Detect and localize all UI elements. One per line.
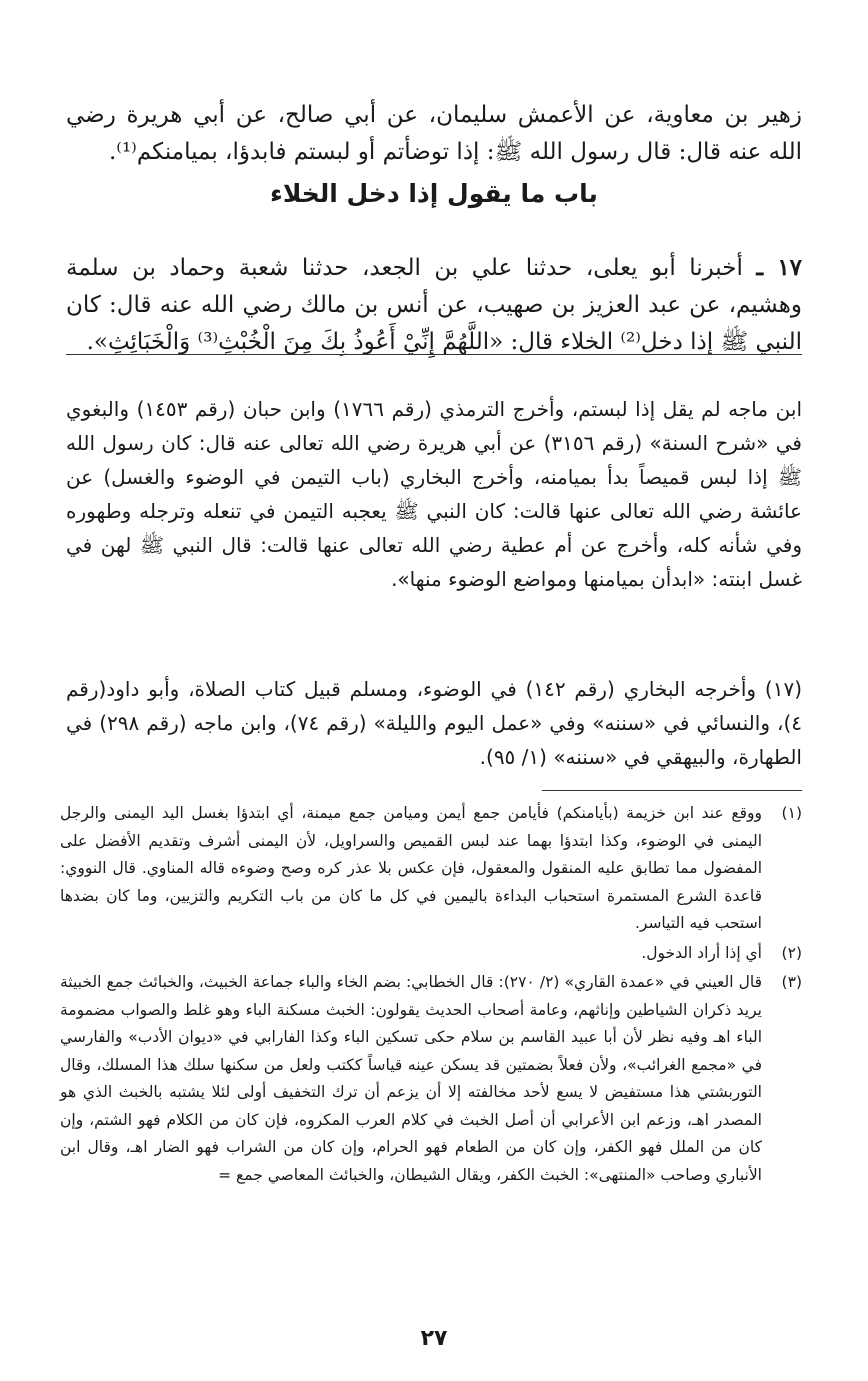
footnote-2 xyxy=(60,940,802,968)
hadith-17 xyxy=(66,249,802,361)
footnotes xyxy=(60,800,802,1191)
footnote-number: (١) xyxy=(781,804,802,822)
commentary-divider xyxy=(66,354,802,355)
footnote-text: أي إذا أراد الدخول. xyxy=(641,943,762,962)
footnote-text: ووقع عند ابن خزيمة (بأيامنكم) فأيامن جمع أيمن وميامن جمع ميمنة، أي ابتدؤا بغسل اليد اليمنى والرجل اليمنى في الوضوء، وكذا ابتدؤا بهما عند لبس القميص والسراويل، لأن اليمنى أشرف وتقديم الأفضل على المفضول مما تطابق عليه المنقول والمعقول، فإن عكس بلا عذر كره وصح وضوءه قاله المناوي. قال النووي: قاعدة الشرع المستمرة استحباب البداءة باليمين في كل ما كان من باب التكريم والتزيين، وما كان بضدها استحب فيه التياسر. xyxy=(60,804,762,932)
hadith-text: أخبرنا أبو يعلى، حدثنا علي بن الجعد، حدثنا شعبة وحماد بن سلمة وهشيم، عن عبد العزيز بن صهيب، عن أنس بن مالك رضي الله عنه قال: كان النبي ﷺ إذا دخل⁽²⁾ الخلاء قال: «اللَّهُمَّ إِنِّيْ أَعُوذُ بِكَ مِنَ الْخُبْثِ⁽³⁾ وَالْخَبَائِثِ». xyxy=(66,255,802,355)
footnote-text: قال العيني في «عمدة القاري» (٢/ ٢٧٠): قال الخطابي: بضم الخاء والباء جماعة الخبيث، والخبائث جمع الخبيثة يريد ذكران الشياطين وإناثهم، وعامة أصحاب الحديث يقولون: الخبث مسكنة الباء وهو غلط والصواب مضمومة الباء اهـ وفيه نظر لأن أبا عبيد القاسم بن سلام حكى تسكين الباء وكذا الفارابي في «ديوان الأدب» والفارسي في «مجمع الغرائب»، ولأن فعلاً بضمتين قد يسكن عينه قياساً ككتب ولعل من سكنها سلك هذا المسلك، وقال التوربشتي هذا مستفيض لا يسع لأحد مخالفته إلا أن يزعم أن ترك التخفيف أولى لئلا يشتبه بالخبث الذي هو المصدر اهـ، وزعم ابن الأعرابي أن أصل الخبث في كلام العرب المكروه، فإن كان من الكلام فهو الشتم، وإن كان من الملل فهو الكفر، وإن كان من الطعام فهو الحرام، وإن كان من الشراب فهو الضار اهـ، وقال ابن الأنباري وصاحب «المنتهى»: الخبث الكفر، ويقال الشيطان، والخبائث المعاصي جمع = xyxy=(60,973,762,1184)
top-paragraph: زهير بن معاوية، عن الأعمش سليمان، عن أبي صالح، عن أبي هريرة رضي الله عنه قال: قال رسول الله ﷺ: إذا توضأتم أو لبستم فابدؤا، بميامنكم⁽¹⁾. xyxy=(66,102,802,165)
footnote-divider xyxy=(542,790,802,791)
footnote-1 xyxy=(60,800,802,938)
page-number: ٢٧ xyxy=(420,1326,448,1351)
footnote-3 xyxy=(60,969,802,1189)
commentary-paragraph-17: (١٧) وأخرجه البخاري (رقم ١٤٢) في الوضوء، ومسلم قبيل كتاب الصلاة، وأبو داود(رقم ٤)، والنسائي في «سننه» وفي «عمل اليوم والليلة» (رقم ٧٤)، وابن ماجه (رقم ٢٩٨) في الطهارة، والبيهقي في «سننه» (١/ ٩٥). xyxy=(66,677,802,769)
chapter-heading: باب ما يقول إذا دخل الخلاء xyxy=(270,179,598,208)
footnote-number: (٢) xyxy=(781,943,802,962)
commentary-paragraph: ابن ماجه لم يقل إذا لبستم، وأخرج الترمذي (رقم ١٧٦٦) وابن حبان (رقم ١٤٥٣) والبغوي في «شرح السنة» (رقم ٣١٥٦) عن أبي هريرة رضي الله تعالى عنه قال: كان رسول الله ﷺ إذا لبس قميصاً بدأ بميامنه، وأخرج البخاري (باب التيمن في الوضوء والغسل) عن عائشة رضي الله تعالى عنها قالت: كان النبي ﷺ يعجبه التيمن في تنعله وترجله وطهوره وفي شأنه كله، وأخرج عن أم عطية رضي الله تعالى عنها قالت: قال النبي ﷺ لهن في غسل ابنته: «ابدأن بميامنها ومواضع الوضوء منها». xyxy=(66,397,803,591)
footnote-number: (٣) xyxy=(781,973,802,991)
hadith-number: ١٧ ـ xyxy=(756,254,803,281)
